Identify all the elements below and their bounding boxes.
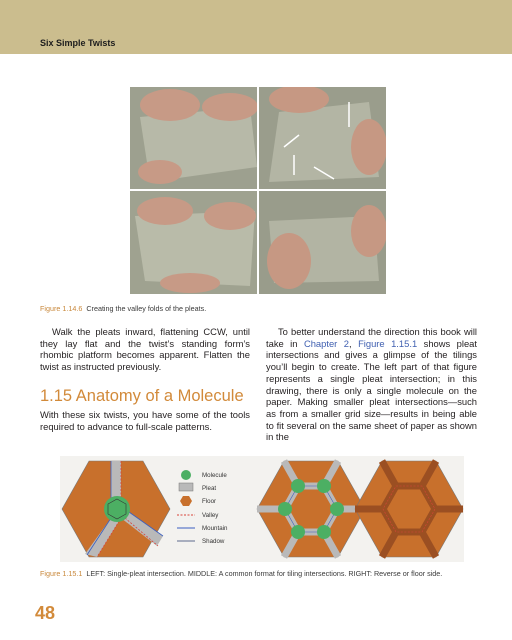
- legend-molecule-swatch: [181, 470, 191, 480]
- photo-bottom-left: [130, 191, 257, 294]
- legend-pleat-swatch: [179, 483, 193, 491]
- left-column-paragraph-1: [40, 326, 250, 373]
- figure-1-14-6-caption: [40, 304, 480, 313]
- left-column-paragraph-2: [40, 409, 250, 432]
- photo-top-right: [259, 87, 386, 189]
- legend-mountain-label: Mountain: [202, 525, 228, 532]
- legend-floor-label: Floor: [202, 498, 217, 505]
- photo-top-left: [130, 87, 257, 189]
- photo-bottom-right: [259, 191, 386, 294]
- figure-label: Figure 1.14.6: [40, 304, 83, 313]
- body-paragraph: With these six twists, you have some of the tools required to advance to full-scale patterns.: [40, 409, 250, 432]
- right-column: [266, 326, 477, 443]
- figure-1-15-1-diagram: [60, 456, 464, 562]
- page-number: 48: [35, 603, 56, 623]
- body-paragraph: To better understand the direction this book will take in Chapter 2, Figure 1.15.1 shows pleat intersections and gives a glimpse of the tilings you’ll begin to create. The left part of that figure represents a single pleat intersection; in this drawing, there is only a single molecule on the paper. Making smaller pleat intersections—such as from a smaller grid size—results in being able to fit several on the same sheet of paper as shown in the: [266, 326, 477, 443]
- single-pleat-hexagon: [62, 461, 170, 557]
- link-chapter-2[interactable]: Chapter 2: [303, 337, 349, 349]
- caption-text: LEFT: Single-pleat intersection. MIDDLE: A common format for tiling intersections. RIGHT: Reverse or floor side.: [86, 569, 443, 578]
- legend-pleat-label: Pleat: [202, 485, 217, 492]
- photo-grid: [130, 87, 386, 294]
- link-figure-1-15-1[interactable]: Figure 1.15.1: [358, 337, 418, 349]
- legend-shadow-label: Shadow: [202, 538, 225, 545]
- body-paragraph: Walk the pleats inward, flattening CCW, until they lay flat and the twist’s standing form’s rhombic platform becomes apparent. Flatten the twist as instructed previously.: [40, 326, 250, 373]
- caption-text: Creating the valley folds of the pleats.: [86, 304, 207, 313]
- running-head: Six Simple Twists: [40, 38, 116, 48]
- figure-1-15-1-caption: [40, 569, 480, 578]
- legend-valley-label: Valley: [202, 512, 219, 519]
- legend: [177, 470, 228, 545]
- section-heading: 1.15 Anatomy of a Molecule: [40, 387, 244, 405]
- figure-label: Figure 1.15.1: [40, 569, 83, 578]
- tiling-hexagon: [257, 461, 365, 557]
- legend-floor-swatch: [180, 496, 192, 506]
- legend-molecule-label: Molecule: [202, 472, 227, 479]
- reverse-floor-hexagon: [355, 461, 463, 557]
